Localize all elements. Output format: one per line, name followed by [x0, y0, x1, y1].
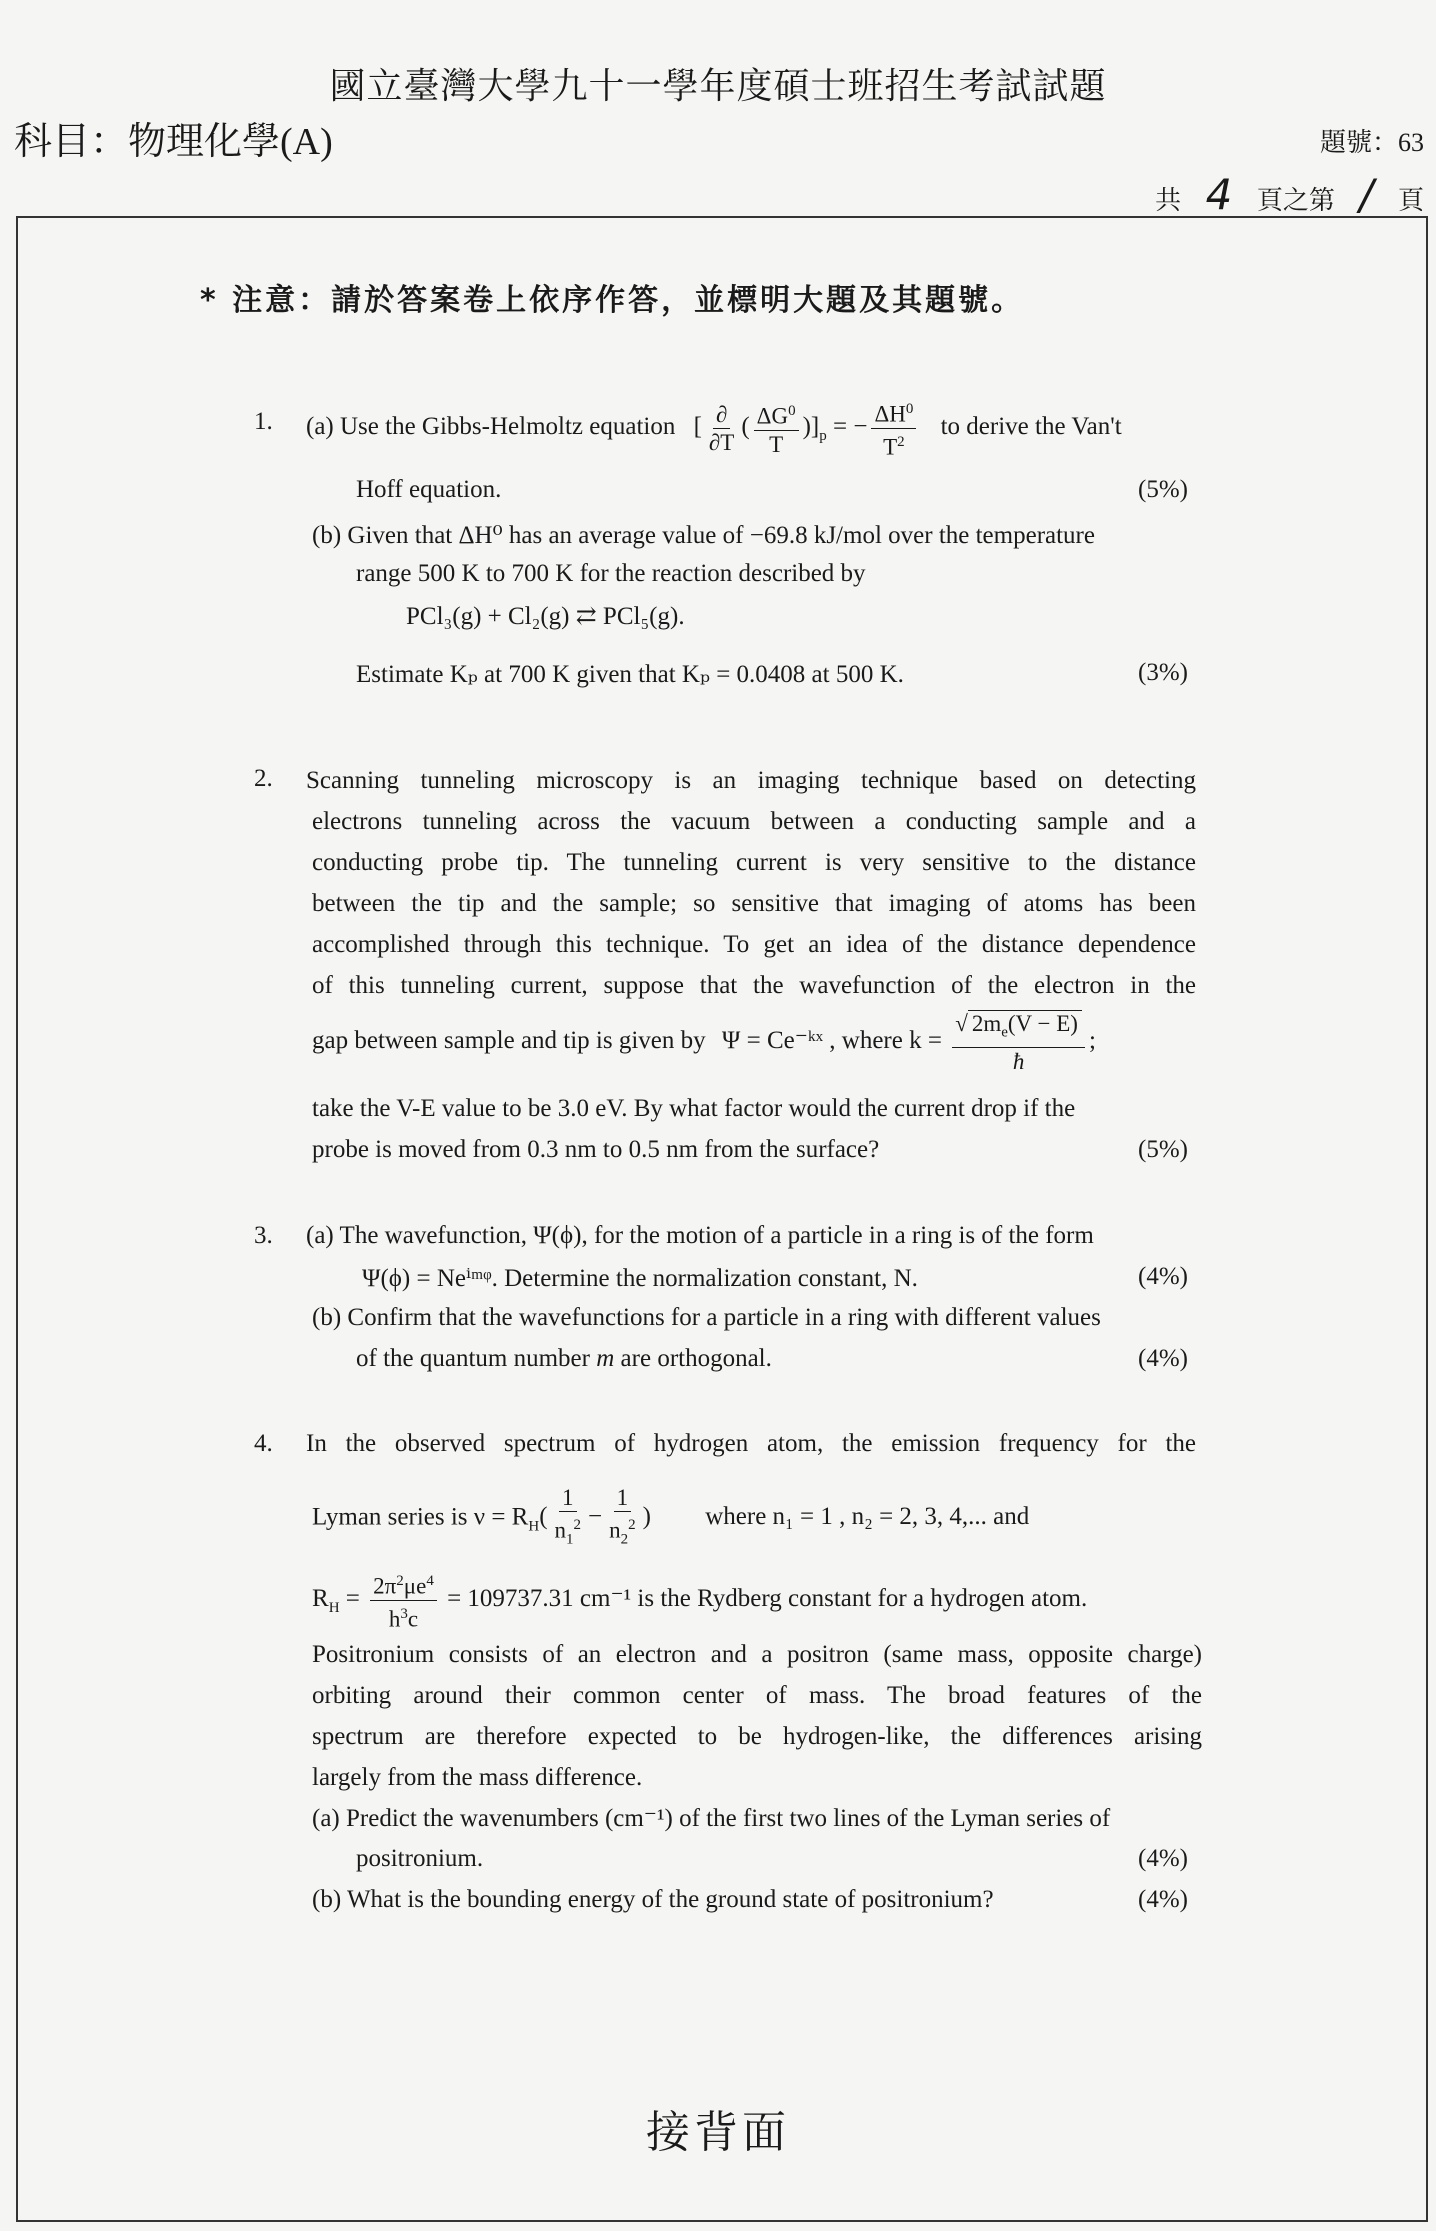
- lyman-formula-pre: Lyman series is ν = R: [312, 1503, 529, 1531]
- q1a-line1: [306, 396, 1122, 460]
- q2-gap-intro: gap between sample and tip is given by: [312, 1027, 706, 1055]
- current-page: /: [1359, 170, 1374, 219]
- q3a-points: (4%): [1138, 1263, 1188, 1290]
- k-expression: $\frac{√ 2m_e(V - E)}{ħ}$: [952, 1010, 1085, 1075]
- q4-line2: Lyman series is $\nu = R_H$( $\frac{1}{n_1^2}$ − $\frac{1}{n_2^2}$ ) where n₁ = 1 , n₂ = 2, 3, 4,... and: [312, 1485, 1030, 1548]
- q2-gap-mid: , where k =: [829, 1027, 942, 1055]
- q4-line: largely from the mass difference.: [312, 1764, 643, 1791]
- q4-line: Positronium consists of an electron and a positron (same mass, opposite charge): [312, 1641, 1202, 1668]
- q4-line1: In the observed spectrum of hydrogen atom, the emission frequency for the: [306, 1430, 1196, 1457]
- q1b-line1: (b) Given that ΔH⁰ has an average value of −69.8 kJ/mol over the temperature: [312, 522, 1095, 549]
- continue-on-back: 接背面: [646, 2107, 790, 2158]
- q4a-line2: positronium.: [356, 1845, 484, 1872]
- page-prefix: 共: [1155, 186, 1182, 215]
- q3b-line2-post: are orthogonal.: [620, 1345, 772, 1372]
- q2-line: between the tip and the sample; so sensitive that imaging of atoms has been: [312, 890, 1196, 917]
- notice: * 注意：請於答案卷上依序作答，並標明大題及其題號。: [200, 283, 1025, 318]
- q3-number: 3.: [254, 1222, 273, 1249]
- q4-number: 4.: [254, 1430, 273, 1457]
- q2-line9: probe is moved from 0.3 nm to 0.5 nm from the surface?: [312, 1136, 880, 1163]
- q2-line: accomplished through this technique. To get an idea of the distance dependence: [312, 931, 1196, 958]
- q4-line: spectrum are therefore expected to be hydrogen-like, the differences arising: [312, 1723, 1202, 1750]
- q1b-line2: range 500 K to 700 K for the reaction described by: [356, 560, 866, 587]
- q1b-reaction: PCl₃(g) + Cl₂(g) ⇄ PCl₅(g).: [406, 603, 685, 630]
- q3a-line1: (a) The wavefunction, Ψ(ϕ), for the motion of a particle in a ring is of the form: [306, 1222, 1094, 1249]
- q1b-points: (3%): [1138, 659, 1188, 686]
- q2-line: electrons tunneling across the vacuum between a conducting sample and a: [312, 808, 1196, 835]
- q4-body: [312, 1634, 1202, 1798]
- q1a-line2: Hoff equation.: [356, 476, 502, 503]
- q4b-points: (4%): [1138, 1886, 1188, 1913]
- q4-line3: $R_H$ = $\frac{2\pi^2\mu e^4}{h^3c}$ = 109737.31 cm⁻¹ is the Rydberg constant for a hydrogen atom.: [312, 1568, 1087, 1632]
- q3b-line2: [356, 1345, 772, 1373]
- q2-line: of this tunneling current, suppose that the wavefunction of the electron in the: [312, 972, 1196, 999]
- q2-gap-line: gap between sample and tip is given by Ψ = Ce⁻ᵏˣ , where k = $\frac{√ 2m_e(V - E)}{ħ}$ ;: [312, 1011, 1096, 1074]
- subject-label: 科目：物理化學(A): [14, 121, 333, 163]
- q3a-line2: Ψ(ϕ) = Neⁱᵐᵠ. Determine the normalization constant, N.: [362, 1265, 918, 1292]
- lyman-where: where n₁ = 1 , n₂ = 2, 3, 4,... and: [705, 1503, 1030, 1531]
- q1a-outro: to derive the Van't: [940, 412, 1122, 440]
- content-frame: [16, 216, 1428, 2222]
- wavefunction-expr: Ψ = Ce⁻ᵏˣ: [721, 1027, 824, 1055]
- total-pages: 4: [1205, 170, 1233, 219]
- gibbs-helmholtz-equation: [ $\frac{\partial}{\partial T}$ ( $\frac{\Delta G^0}{T}$ )]$_p$ = − $\frac{\Delta H^0}{T^2}$: [694, 413, 921, 440]
- exam-number: 題號：63: [1319, 128, 1424, 157]
- q4b-line1: (b) What is the bounding energy of the ground state of positronium?: [312, 1886, 994, 1913]
- q1b-line4: Estimate Kₚ at 700 K given that Kₚ = 0.0408 at 500 K.: [356, 661, 904, 688]
- q2-number: 2.: [254, 765, 273, 792]
- q3b-line2-pre: of the quantum number: [356, 1345, 590, 1372]
- q2-points: (5%): [1138, 1136, 1188, 1163]
- page-info: [1155, 170, 1424, 219]
- page-suffix: 頁: [1397, 186, 1424, 215]
- q2-line: Scanning tunneling microscopy is an imaging technique based on detecting: [306, 767, 1196, 794]
- q2-line8: take the V-E value to be 3.0 eV. By what factor would the current drop if the: [312, 1095, 1076, 1122]
- q2-body: [306, 760, 1196, 1006]
- exam-title: 國立臺灣大學九十一學年度碩士班招生考試試題: [329, 66, 1107, 106]
- rydberg-constant: = 109737.31 cm⁻¹ is the Rydberg constant for a hydrogen atom.: [447, 1584, 1088, 1612]
- q2-line: conducting probe tip. The tunneling current is very sensitive to the distance: [312, 849, 1196, 876]
- q3b-line1: (b) Confirm that the wavefunctions for a particle in a ring with different values: [312, 1304, 1101, 1331]
- quantum-number-m: m: [596, 1345, 615, 1372]
- q4a-points: (4%): [1138, 1845, 1188, 1872]
- q4a-line1: (a) Predict the wavenumbers (cm⁻¹) of the first two lines of the Lyman series of: [312, 1805, 1111, 1832]
- q4-line: orbiting around their common center of mass. The broad features of the: [312, 1682, 1202, 1709]
- q3b-points: (4%): [1138, 1345, 1188, 1372]
- q1-number: 1.: [254, 408, 273, 435]
- q1a-intro: (a) Use the Gibbs-Helmoltz equation: [306, 412, 676, 440]
- page-mid: 頁之第: [1256, 186, 1335, 215]
- q1a-points: (5%): [1138, 476, 1188, 503]
